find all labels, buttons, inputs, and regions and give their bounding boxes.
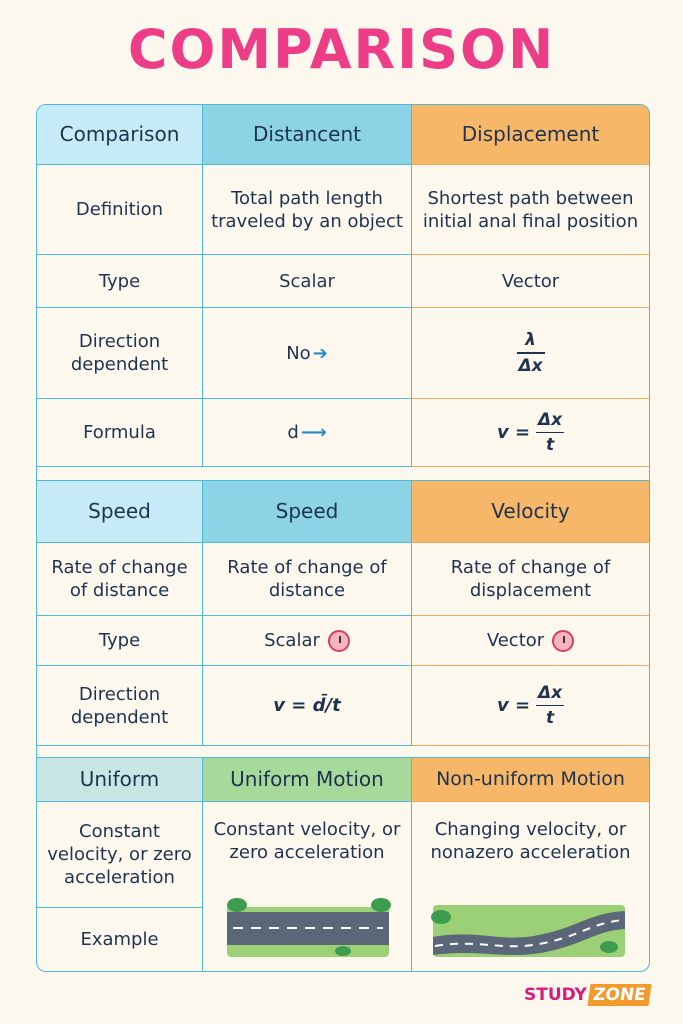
straight-road-icon (223, 893, 393, 961)
fraction-bottom: Δx (518, 355, 543, 376)
displacement-type: Vector (412, 255, 649, 308)
row-label-direction-2: Direction dependent (37, 666, 203, 746)
formula-prefix: v = (496, 422, 531, 443)
studyzone-logo (524, 982, 649, 1008)
curved-road-icon (429, 895, 629, 961)
page-title: COMPARISON (127, 18, 556, 81)
distance-direction (203, 308, 412, 399)
header-distance: Distancent (203, 105, 412, 165)
velocity-type (412, 616, 649, 666)
formula-d-text: d (287, 422, 299, 443)
speed-formula-text: v = d̄/t (273, 695, 341, 716)
table-row (37, 666, 649, 746)
clock-icon (328, 630, 350, 652)
uniform-motion-desc: Constant velocity, or zero acceleration (203, 802, 412, 908)
row-label-formula: Formula (37, 399, 203, 467)
formula-denominator: t (545, 435, 555, 456)
displacement-definition: Shortest path between initial anal final position (412, 165, 649, 255)
speed-type-text: Scalar (264, 630, 320, 651)
row-label-definition: Definition (37, 165, 203, 255)
row-label-example: Example (37, 908, 203, 971)
long-arrow-right-icon: ⟶ (300, 422, 327, 443)
header-uniform-motion: Uniform Motion (203, 758, 412, 802)
table-row (37, 616, 649, 666)
velocity-denominator: t (545, 708, 555, 729)
velocity-numerator: Δx (537, 682, 563, 703)
section2-header-row (37, 481, 649, 543)
speed-type (203, 616, 412, 666)
section1-header-row (37, 105, 649, 165)
velocity-formula-prefix: v = (496, 695, 531, 716)
nonuniform-motion-desc: Changing velocity, or nonazero acceleration (430, 819, 631, 863)
table-row (37, 543, 649, 616)
velocity-formula (412, 666, 649, 746)
speed-formula (203, 666, 412, 746)
header-comparison: Comparison (37, 105, 203, 165)
row-label-type: Type (37, 255, 203, 308)
header-displacement: Displacement (412, 105, 649, 165)
row-label-rate: Rate of change of distance (37, 543, 203, 616)
comparison-table (36, 104, 650, 972)
header-nonuniform-motion: Non-uniform Motion (412, 758, 649, 802)
row-label-uniform-desc: Constant velocity, or zero acceleration (37, 802, 203, 908)
table-row (37, 165, 649, 255)
formula-numerator: Δx (537, 409, 563, 430)
section-spacer (37, 746, 649, 758)
distance-definition: Total path length traveled by an object (203, 165, 412, 255)
section3-header-row (37, 758, 649, 802)
header-speed: Speed (203, 481, 412, 543)
direction-no-text: No (286, 342, 311, 364)
arrow-right-icon: ➔ (312, 342, 328, 364)
distance-type: Scalar (203, 255, 412, 308)
velocity-definition: Rate of change of displacement (412, 543, 649, 616)
displacement-formula (412, 399, 649, 467)
velocity-type-text: Vector (486, 630, 545, 651)
section-spacer (37, 467, 649, 481)
header-speed-label: Speed (37, 481, 203, 543)
header-velocity: Velocity (412, 481, 649, 543)
table-row (37, 399, 649, 467)
table-row (37, 308, 649, 399)
speed-definition: Rate of change of distance (203, 543, 412, 616)
row-label-direction: Direction dependent (37, 308, 203, 399)
row-label-type-2: Type (37, 616, 203, 666)
table-row (37, 255, 649, 308)
displacement-direction (412, 308, 649, 399)
clock-icon (552, 630, 574, 652)
logo-zone-text: ZONE (587, 984, 651, 1006)
fraction-top: λ (525, 330, 536, 351)
logo-study-text: STUDY (524, 985, 587, 1005)
distance-formula (203, 399, 412, 467)
lambda-fraction (517, 330, 545, 376)
header-uniform: Uniform (37, 758, 203, 802)
